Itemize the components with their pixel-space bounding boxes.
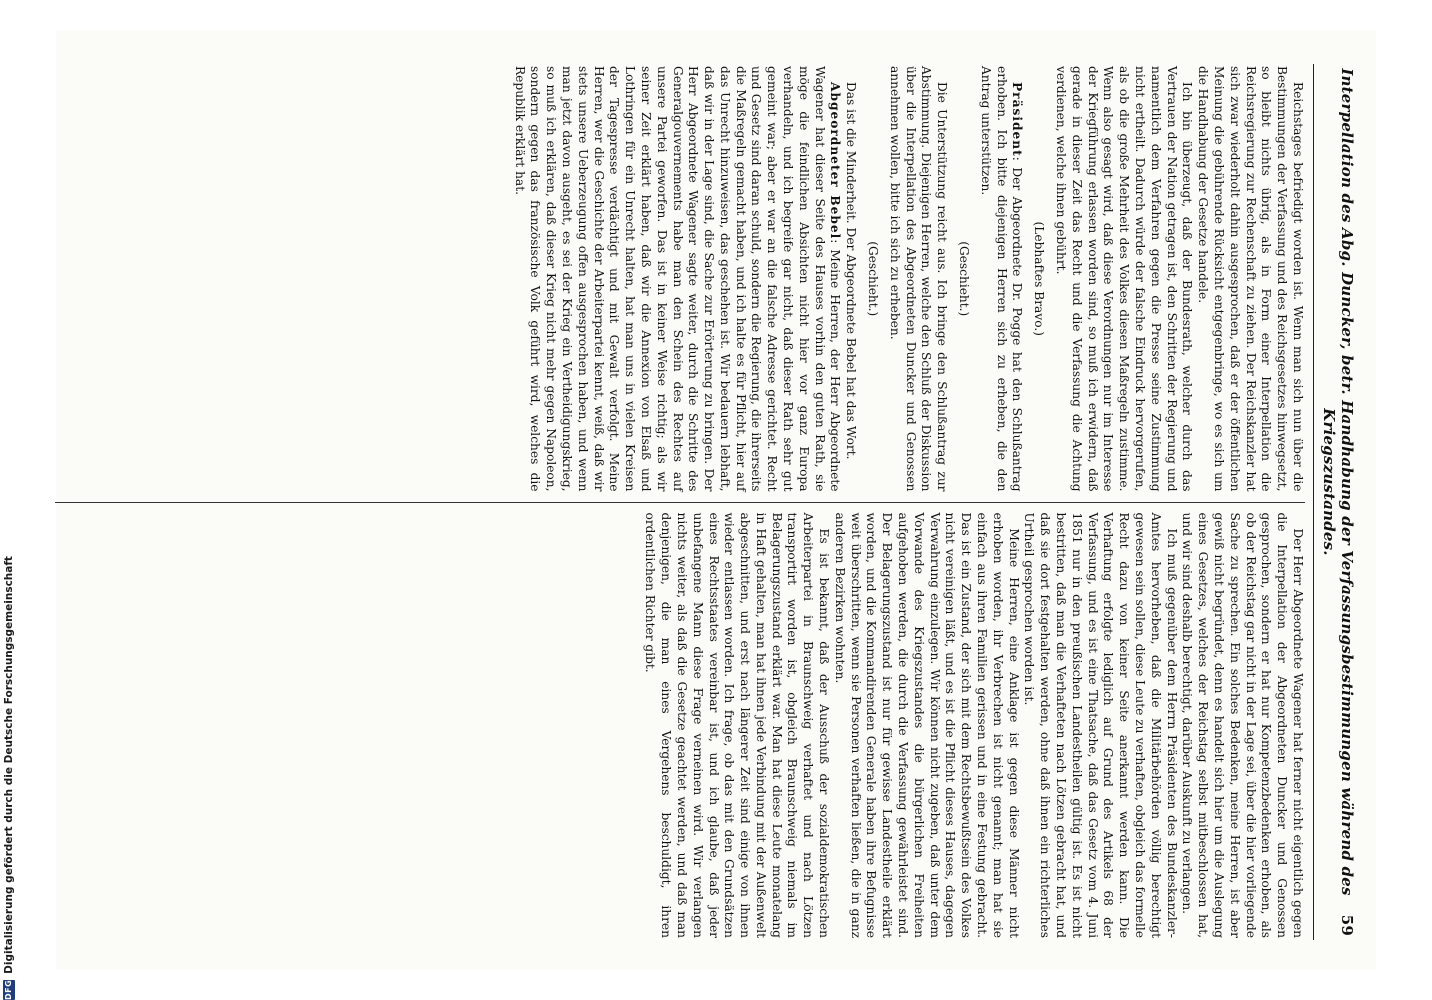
stage-direction: (Geschieht.) [957, 241, 972, 317]
stage-direction: (Lebhaftes Bravo.) [1032, 221, 1047, 336]
paragraph: Meine Herren, eine Anklage ist gegen diese Männer nicht erhoben worden, ihr Verbrechen ist nicht genannt; man hat sie einfach aus ihren Familien gerissen und in eine Festung gebracht. Das ist ein Zustand, der sich mit dem Rechtsbewußtsein des Volkes nicht vereinigen läßt, und es ist die Pflicht dieses Hauses, dagegen Verwahrung einzulegen. Wir können nicht zugeben, daß unter dem Vorwande des Kriegszustandes die bürgerlichen Freiheiten aufgehoben werden, die durch die Verfassung gewährleistet sind. Der Belagerungszustand ist nur für gewisse Landestheile erklärt worden, und die Kommandirenden Generale haben ihre Befugnisse weit überschritten, wenn sie Personen verhaften ließen, die in ganz anderen Bezirken wohnten. [832, 512, 1021, 938]
paragraph [511, 66, 843, 492]
left-column [55, 64, 1305, 502]
paragraph [977, 66, 1024, 492]
speaker-name: Abgeordneter Bebel [828, 82, 843, 240]
paragraph: Das ist die Minderheit. Der Abgeordnete Bebel hat das Wort. [844, 82, 859, 460]
speech-text: : Meine Herren, der Herr Abgeordnete Wagener hat dieser Seite des Hauses vorhin den guten Rath, sie möge die feindlichen Absichten nicht hier vor ganz Europa verhandeln, und ich begreife gar nicht, daß dieser Rath sehr gut gemeint war; aber er war an die falsche Adresse gerichtet. Recht und Gesetz sind daran schuld, sondern die Regierung, die ihrerseits die Maßregeln gemacht haben, und ich halte es für Pflicht, hier auf das Unrecht hinzuweisen, das geschehen ist. Wir bedauern lebhaft, daß wir in der Lage sind, die Sache zur Erörterung zu bringen. Der Herr Abgeordnete Wagener sagte weiter, durch die Schritte des Generalgouvernements habe man den Schein des Rechtes auf unsere Partei geworfen. Das ist in keiner Weise richtig; als wir seiner Zeit erklärt haben, daß wir die Annexion von Elsaß und Lothringen für ein Unrecht halten, hat man uns in vielen Kreisen der Tagespresse verdächtigt und mit Gewalt verfolgt. Meine Herren, wer die Geschichte der Arbeiterpartei kennt, weiß, daß wir stets unsere Ueberzeugung offen ausgesprochen haben, und wenn man jetzt davon ausgeht, es sei der Krieg ein Vertheidigungskrieg, so muß ich erklären, daß dieser Krieg nicht mehr gegen Napoleon, sondern gegen das französische Volk geführt wird, welches die Republik erklärt hat. [512, 66, 843, 492]
paragraph: Der Herr Abgeordnete Wagener hat ferner nicht eigentlich gegen die Interpellation der Abgeordneten Duncker und Genossen gesprochen, sondern er hat nur Kompetenzbedenken erhoben, als ob der Reichstag gar nicht in der Lage sei, über die hier vorliegende Sache zu sprechen. Ein solches Bedenken, meine Herren, ist aber gewiß nicht begründet, denn es handelt sich hier um die Auslegung eines Gesetzes, welches der Reichstag selbst mitbeschlossen hat, und wir sind deshalb berechtigt, darüber Auskunft zu verlangen. [1180, 512, 1305, 938]
speech-text: : Der Abgeordnete Dr. Pogge hat den Schlußantrag erhoben. Ich bitte diejenigen Herren sich zu erheben, die den Antrag unterstützen. [978, 66, 1025, 492]
stage-direction: (Geschieht.) [866, 241, 881, 317]
paragraph: Die Unterstützung reicht aus. Ich bringe den Schlußantrag zur Abstimmung. Diejenigen Herren, welche den Schluß der Diskussion über die Interpellation des Abgeordneten Duncker und Genossen annehmen wollen, bitte ich sich zu erheben. [887, 66, 950, 492]
paragraph: Ich bin überzeugt, daß der Bundesrath, welcher durch das Vertrauen der Nation getragen ist, den Schritten der Regierung und namentlich dem Verfahren gegen die Presse seine Zustimmung nicht ertheilt. Dadurch würde der falsche Eindruck hervorgerufen, als ob die große Mehrheit des Volkes diesen Maßregeln zustimme. Wenn also gesagt wird, daß diese Verordnungen nur im Interesse der Kriegführung erlassen worden sind, so muß ich erwidern, daß gerade in dieser Zeit das Recht und die Verfassung die Achtung verdienen, welche ihnen gebührt. [1054, 66, 1195, 492]
paragraph: Reichstages befriedigt worden ist. Wenn man sich nun über die Bestimmungen der Verfassung und des Reichsgesetzes hinwegsetzt, so bleibt nichts übrig, als in Form einer Interpellation die Reichsregierung zur Rechenschaft zu ziehen. Der Reichskanzler hat sich zwar wiederholt dahin ausgesprochen, daß er der öffentlichen Meinung die gebührende Rücksicht entgegenbringe, wo es sich um die Handhabung der Gesetze handele. [1196, 66, 1305, 492]
scanned-page [56, 30, 1376, 970]
page-number: 59 [1338, 914, 1356, 936]
digitization-credit [1, 556, 17, 1000]
paragraph: Es ist bekannt, daß der Ausschuß der sozialdemokratischen Arbeiterpartei in Braunschweig verhaftet und nach Lötzen transportirt worden ist, obgleich Braunschweig niemals im Belagerungszustand erklärt war. Man hat diese Leute monatelang in Haft gehalten, man hat ihnen jede Verbindung mit der Außenwelt abgeschnitten, und erst nach längerer Zeit sind einige von ihnen wieder entlassen worden. Ich frage, ob das mit den Grundsätzen eines Rechtsstaates vereinbar ist, und ich glaube, daß jeder unbefangene Mann diese Frage verneinen wird. Wir verlangen nichts weiter, als daß die Gesetze geachtet werden, und daß man denjenigen, die man eines Vergehens beschuldigt, ihren ordentlichen Richter gibt. [643, 512, 832, 938]
running-title: Interpellation des Abg. Duncker, betr. Handhabung der Verfassungsbestimmungen während des Kriegszustandes. [1320, 68, 1356, 896]
credit-text: Digitalisierung gefördert durch die Deutsche Forschungsgemeinschaft [3, 556, 15, 974]
dfg-logo-icon: DFG [4, 979, 13, 1000]
right-column [55, 503, 1305, 941]
text-columns [55, 64, 1305, 940]
speaker-name: Präsident [1010, 82, 1025, 157]
page-header [1313, 64, 1356, 940]
paragraph: Ich muß gegenüber dem Herrn Präsidenten des Bundeskanzler-Amtes hervorheben, daß die Militärbehörden völlig berechtigt gewesen sein sollen, diese Leute zu verhaften, obgleich das formelle Recht dazu von keiner Seite anerkannt werden kann. Die Verhaftung erfolgte lediglich auf Grund des Artikels 68 der Verfassung, und es ist eine Thatsache, daß das Gesetz vom 4. Juni 1851 nur in den preußischen Landestheilen gültig ist. Es ist nicht bestritten, daß man die Verhafteten nach Lötzen gebracht hat, und daß sie dort festgehalten werden, ohne daß ihnen ein richterliches Urtheil gesprochen worden ist. [1022, 512, 1179, 938]
